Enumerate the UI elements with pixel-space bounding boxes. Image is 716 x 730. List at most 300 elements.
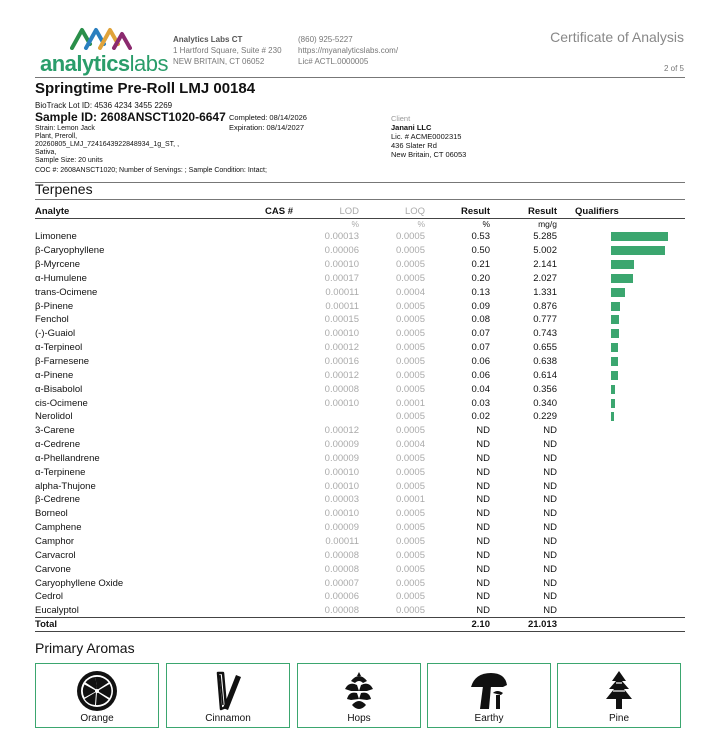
client-address-line1: 436 Slater Rd	[391, 141, 437, 150]
lod-cell: 0.00015	[324, 314, 359, 326]
total-cas	[225, 618, 293, 632]
qualifier-bar	[611, 288, 625, 297]
lod-cell: 0.00008	[324, 563, 359, 575]
lab-contact	[298, 34, 398, 67]
qualifier-bar	[611, 371, 618, 380]
cinnamon-sticks-icon	[206, 669, 250, 713]
result-mg-cell: 5.285	[533, 231, 557, 243]
loq-cell: 0.0005	[395, 508, 425, 520]
analyte-cell: 3-Carene	[35, 425, 75, 437]
lod-cell: 0.00010	[324, 508, 359, 520]
result-pct-cell: 0.06	[471, 369, 490, 381]
lab-license: Lic# ACTL.0000005	[298, 57, 369, 66]
result-pct-cell: 0.08	[471, 314, 490, 326]
loq-cell: 0.0005	[395, 604, 425, 616]
table-row	[35, 479, 685, 493]
result-mg-cell: ND	[543, 549, 557, 561]
client-name: Janani LLC	[391, 123, 432, 132]
lab-logo-wordmark: analyticslabs	[40, 51, 169, 76]
cas-cell	[225, 479, 293, 493]
result-mg-cell: ND	[543, 563, 557, 575]
aroma-earthy	[427, 663, 551, 728]
analyte-cell: Cedrol	[35, 591, 63, 603]
sample-details	[35, 125, 225, 165]
table-row	[35, 327, 685, 341]
qualifier-cell	[557, 521, 685, 535]
col-header-analyte: Analyte	[35, 206, 70, 218]
result-mg-cell: 5.002	[533, 245, 557, 257]
table-row	[35, 548, 685, 562]
lod-cell: 0.00007	[324, 577, 359, 589]
col-header-result-pct: Result	[460, 206, 490, 218]
analyte-cell: Camphor	[35, 535, 75, 547]
lod-cell	[293, 410, 359, 424]
aroma-label: Cinnamon	[205, 713, 251, 724]
table-row	[35, 368, 685, 382]
total-label: Total	[35, 618, 225, 632]
cas-cell	[225, 258, 293, 272]
lab-address-line2: NEW BRITAIN, CT 06052	[173, 57, 265, 66]
cas-cell	[225, 327, 293, 341]
loq-cell: 0.0004	[395, 439, 425, 451]
analyte-cell: trans-Ocimene	[35, 286, 98, 298]
lab-logo	[40, 26, 169, 76]
aroma-label: Earthy	[474, 713, 504, 724]
lod-cell: 0.00010	[324, 466, 359, 478]
cas-cell	[225, 410, 293, 424]
loq-cell: 0.0005	[395, 466, 425, 478]
loq-cell: 0.0005	[395, 452, 425, 464]
qualifier-bar	[611, 329, 619, 338]
product-type: Plant, Preroll,	[35, 133, 78, 140]
table-row	[35, 230, 685, 244]
result-mg-cell: ND	[543, 425, 557, 437]
result-pct-cell: ND	[476, 604, 490, 616]
col-header-result-mg: Result	[527, 206, 557, 218]
loq-cell: 0.0005	[395, 272, 425, 284]
cas-cell	[225, 465, 293, 479]
cas-cell	[225, 535, 293, 549]
col-header-loq: LOQ	[404, 206, 425, 218]
lab-address-line1: 1 Hartford Square, Suite # 230	[173, 46, 282, 55]
analyte-cell: Carvacrol	[35, 549, 76, 561]
mushroom-icon	[467, 669, 511, 713]
qualifier-bar	[611, 399, 615, 408]
qualifier-cell	[557, 424, 685, 438]
analyte-cell: β-Farnesene	[35, 356, 90, 368]
cas-cell	[225, 299, 293, 313]
lod-cell: 0.00016	[324, 356, 359, 368]
loq-cell: 0.0005	[395, 425, 425, 437]
lod-cell: 0.00013	[324, 231, 359, 243]
coc-line: COC #: 2608ANSCT1020; Number of Servings: ; Sample Condition: Intact;	[35, 167, 267, 174]
result-pct-cell: ND	[476, 466, 490, 478]
cas-cell	[225, 452, 293, 466]
hops-icon	[337, 669, 381, 713]
orange-slice-icon	[75, 669, 119, 713]
cas-cell	[225, 382, 293, 396]
client-label: Client	[391, 114, 411, 123]
total-mg: 21.013	[490, 618, 557, 632]
loq-cell: 0.0005	[395, 383, 425, 395]
qualifier-bar	[611, 343, 618, 352]
cas-cell	[225, 355, 293, 369]
result-pct-cell: 0.53	[471, 231, 490, 243]
table-row	[35, 438, 685, 452]
aroma-hops	[297, 663, 421, 728]
qualifier-cell	[557, 382, 685, 396]
cas-cell	[225, 272, 293, 286]
analyte-cell: Camphene	[35, 522, 82, 534]
analyte-cell: cis-Ocimene	[35, 397, 88, 409]
result-mg-cell: 0.614	[533, 369, 557, 381]
total-lod	[293, 618, 359, 632]
loq-cell: 0.0005	[395, 535, 425, 547]
lod-cell: 0.00003	[324, 494, 359, 506]
total-loq	[359, 618, 425, 632]
cas-cell	[225, 230, 293, 244]
result-pct-cell: 0.02	[471, 411, 490, 423]
lab-address	[173, 34, 282, 67]
unit-lod: %	[351, 219, 359, 230]
loq-cell: 0.0005	[395, 314, 425, 326]
analyte-cell: Fenchol	[35, 314, 69, 326]
table-row	[35, 452, 685, 466]
result-pct-cell: ND	[476, 452, 490, 464]
result-mg-cell: 1.331	[533, 286, 557, 298]
result-pct-cell: 0.13	[471, 286, 490, 298]
lod-cell: 0.00010	[324, 397, 359, 409]
lod-cell: 0.00012	[324, 369, 359, 381]
table-row	[35, 465, 685, 479]
lod-cell: 0.00008	[324, 549, 359, 561]
loq-cell: 0.0005	[395, 300, 425, 312]
qualifier-cell	[557, 465, 685, 479]
table-row	[35, 521, 685, 535]
table-row	[35, 355, 685, 369]
result-pct-cell: ND	[476, 439, 490, 451]
table-row	[35, 507, 685, 521]
analyte-cell: Nerolidol	[35, 411, 73, 423]
page-number: 2 of 5	[663, 64, 684, 73]
table-row	[35, 382, 685, 396]
analyte-cell: β-Pinene	[35, 300, 74, 312]
cas-cell	[225, 396, 293, 410]
lod-cell: 0.00008	[324, 604, 359, 616]
result-mg-cell: 0.638	[533, 356, 557, 368]
batch-id: 20260805_LMJ_7241643922848934_1g_ST, ,	[35, 141, 180, 148]
table-row	[35, 341, 685, 355]
result-pct-cell: 0.03	[471, 397, 490, 409]
cas-cell	[225, 341, 293, 355]
analyte-cell: α-Phellandrene	[35, 452, 100, 464]
expiration-date: Expiration: 08/14/2027	[229, 122, 305, 132]
qualifier-cell	[557, 299, 685, 313]
table-row	[35, 313, 685, 327]
analyte-cell: Limonene	[35, 231, 77, 243]
analyte-cell: β-Myrcene	[35, 259, 81, 271]
aroma-orange	[35, 663, 159, 728]
loq-cell: 0.0005	[395, 328, 425, 340]
lod-cell: 0.00009	[324, 452, 359, 464]
loq-cell: 0.0001	[395, 494, 425, 506]
lab-phone: (860) 925-5227	[298, 35, 353, 44]
result-mg-cell: 0.356	[533, 383, 557, 395]
sample-size: Sample Size: 20 units	[35, 157, 103, 164]
unit-result-pct: %	[482, 219, 490, 230]
aroma-label: Orange	[80, 713, 114, 724]
result-mg-cell: 0.229	[533, 411, 557, 423]
result-mg-cell: 2.027	[533, 272, 557, 284]
table-row	[35, 424, 685, 438]
qualifier-bar	[611, 302, 620, 311]
result-mg-cell: ND	[543, 522, 557, 534]
cas-cell	[225, 424, 293, 438]
result-mg-cell: ND	[543, 604, 557, 616]
table-row	[35, 272, 685, 286]
lod-cell: 0.00006	[324, 591, 359, 603]
table-row	[35, 562, 685, 576]
result-mg-cell: 0.876	[533, 300, 557, 312]
cas-cell	[225, 548, 293, 562]
result-mg-cell: ND	[543, 591, 557, 603]
qualifier-cell	[557, 230, 685, 244]
lod-cell: 0.00011	[325, 535, 359, 547]
cas-cell	[225, 244, 293, 258]
qualifier-bar	[611, 315, 619, 324]
table-row	[35, 576, 685, 590]
result-pct-cell: ND	[476, 591, 490, 603]
lod-cell: 0.00008	[324, 383, 359, 395]
cas-cell	[225, 368, 293, 382]
cas-cell	[225, 590, 293, 604]
qualifier-cell	[557, 452, 685, 466]
loq-cell: 0.0005	[395, 480, 425, 492]
qualifier-bar	[611, 246, 665, 255]
loq-cell: 0.0005	[395, 231, 425, 243]
qualifier-cell	[557, 285, 685, 299]
strain: Strain: Lemon Jack	[35, 125, 95, 132]
table-row	[35, 410, 685, 424]
result-pct-cell: 0.06	[471, 356, 490, 368]
qualifier-cell	[557, 507, 685, 521]
result-mg-cell: ND	[543, 577, 557, 589]
result-pct-cell: 0.07	[471, 328, 490, 340]
lab-name: Analytics Labs CT	[173, 35, 243, 44]
aroma-pine	[557, 663, 681, 728]
table-row	[35, 604, 685, 618]
cas-cell	[225, 576, 293, 590]
qualifier-cell	[557, 604, 685, 618]
result-mg-cell: ND	[543, 480, 557, 492]
result-mg-cell: ND	[543, 439, 557, 451]
loq-cell: 0.0005	[395, 356, 425, 368]
analyte-cell: β-Cedrene	[35, 494, 81, 506]
cas-cell	[225, 285, 293, 299]
unit-loq: %	[417, 219, 425, 230]
cas-cell	[225, 438, 293, 452]
client-info	[391, 114, 466, 159]
table-row	[35, 396, 685, 410]
col-header-cas: CAS #	[265, 206, 293, 218]
loq-cell: 0.0005	[395, 577, 425, 589]
qualifier-bar	[611, 274, 633, 283]
result-mg-cell: ND	[543, 494, 557, 506]
qualifier-bar	[611, 385, 615, 394]
lod-cell: 0.00012	[324, 425, 359, 437]
result-mg-cell: 0.340	[533, 397, 557, 409]
biotrack-lot-id: BioTrack Lot ID: 4536 4234 3455 2269	[35, 101, 173, 110]
result-mg-cell: ND	[543, 535, 557, 547]
analyte-cell: α-Cedrene	[35, 439, 81, 451]
qualifier-cell	[557, 410, 685, 424]
table-header-row	[35, 206, 685, 218]
qualifier-cell	[557, 548, 685, 562]
qualifier-bar	[611, 232, 668, 241]
document-title: Certificate of Analysis	[550, 29, 684, 45]
cas-cell	[225, 493, 293, 507]
table-row	[35, 590, 685, 604]
lod-cell: 0.00010	[324, 480, 359, 492]
result-pct-cell: ND	[476, 508, 490, 520]
loq-cell: 0.0005	[395, 245, 425, 257]
result-pct-cell: ND	[476, 577, 490, 589]
qualifier-cell	[557, 272, 685, 286]
terpenes-title-divider	[35, 199, 685, 200]
result-pct-cell: 0.21	[471, 259, 490, 271]
result-mg-cell: ND	[543, 452, 557, 464]
units-row	[35, 218, 685, 230]
total-qualifiers	[557, 618, 685, 632]
sample-id: Sample ID: 2608ANSCT1020-6647	[35, 110, 226, 124]
analyte-cell: α-Bisabolol	[35, 383, 83, 395]
section-divider	[35, 182, 685, 183]
result-pct-cell: 0.07	[471, 342, 490, 354]
qualifier-cell	[557, 535, 685, 549]
product-title: Springtime Pre-Roll LMJ 00184	[35, 80, 256, 97]
col-header-qualifiers: Qualifiers	[575, 206, 619, 218]
loq-cell: 0.0001	[395, 397, 425, 409]
result-mg-cell: ND	[543, 466, 557, 478]
result-pct-cell: ND	[476, 494, 490, 506]
col-header-lod: LOD	[339, 206, 359, 218]
qualifier-bar	[611, 260, 634, 269]
completed-date: Completed: 08/14/2026	[229, 113, 307, 122]
lod-cell: 0.00006	[324, 245, 359, 257]
cas-cell	[225, 562, 293, 576]
qualifier-bar	[611, 357, 618, 366]
total-pct: 2.10	[425, 618, 490, 632]
loq-cell: 0.0005	[395, 369, 425, 381]
analyte-cell: Carvone	[35, 563, 71, 575]
analyte-cell: Eucalyptol	[35, 604, 79, 616]
client-license: Lic. # ACME0002315	[391, 132, 462, 141]
cas-cell	[225, 507, 293, 521]
qualifier-cell	[557, 479, 685, 493]
loq-cell: 0.0004	[395, 286, 425, 298]
qualifier-cell	[557, 327, 685, 341]
qualifier-cell	[557, 244, 685, 258]
qualifier-cell	[557, 562, 685, 576]
qualifier-cell	[557, 576, 685, 590]
result-mg-cell: 2.141	[533, 259, 557, 271]
cas-cell	[225, 313, 293, 327]
lod-cell: 0.00011	[325, 286, 359, 298]
table-row	[35, 258, 685, 272]
qualifier-cell	[557, 396, 685, 410]
analyte-cell: alpha-Thujone	[35, 480, 96, 492]
analyte-cell: Caryophyllene Oxide	[35, 577, 124, 589]
analyte-cell: (-)-Guaiol	[35, 328, 76, 340]
loq-cell: 0.0005	[395, 259, 425, 271]
lab-website[interactable]: https://myanalyticslabs.com/	[298, 46, 399, 55]
aroma-label: Hops	[347, 713, 371, 724]
result-pct-cell: ND	[476, 522, 490, 534]
terpenes-table	[35, 206, 685, 632]
result-mg-cell: 0.655	[533, 342, 557, 354]
lab-logo-mark-icon	[70, 26, 132, 50]
qualifier-cell	[557, 438, 685, 452]
lod-cell: 0.00011	[325, 300, 359, 312]
cas-cell	[225, 604, 293, 618]
cas-cell	[225, 521, 293, 535]
table-row	[35, 535, 685, 549]
analyte-cell: α-Pinene	[35, 369, 74, 381]
table-row	[35, 244, 685, 258]
result-pct-cell: ND	[476, 480, 490, 492]
qualifier-cell	[557, 355, 685, 369]
lod-cell: 0.00017	[324, 272, 359, 284]
lod-cell: 0.00010	[324, 328, 359, 340]
lod-cell: 0.00009	[324, 522, 359, 534]
lod-cell: 0.00012	[324, 342, 359, 354]
total-row	[35, 618, 685, 632]
terpenes-title: Terpenes	[35, 181, 93, 197]
qualifier-cell	[557, 341, 685, 355]
analyte-cell: Borneol	[35, 508, 68, 520]
result-mg-cell: ND	[543, 508, 557, 520]
result-pct-cell: ND	[476, 535, 490, 547]
analyte-cell: β-Caryophyllene	[35, 245, 105, 257]
unit-result-mg: mg/g	[538, 219, 557, 230]
table-row	[35, 299, 685, 313]
loq-cell: 0.0005	[395, 591, 425, 603]
qualifier-cell	[557, 313, 685, 327]
result-mg-cell: 0.743	[533, 328, 557, 340]
primary-aromas-title: Primary Aromas	[35, 640, 135, 656]
loq-cell: 0.0005	[395, 549, 425, 561]
qualifier-cell	[557, 590, 685, 604]
result-pct-cell: 0.20	[471, 272, 490, 284]
result-pct-cell: 0.50	[471, 245, 490, 257]
analyte-cell: α-Terpinene	[35, 466, 86, 478]
aroma-label: Pine	[608, 713, 629, 724]
header-divider	[35, 77, 685, 78]
analyte-cell: α-Terpineol	[35, 342, 83, 354]
lod-cell: 0.00009	[324, 439, 359, 451]
variety: Sativa,	[35, 149, 57, 156]
loq-cell: 0.0005	[395, 563, 425, 575]
result-pct-cell: ND	[476, 425, 490, 437]
aroma-cinnamon	[166, 663, 290, 728]
analyte-cell: α-Humulene	[35, 272, 87, 284]
loq-cell: 0.0005	[395, 411, 425, 423]
qualifier-cell	[557, 368, 685, 382]
table-row	[35, 493, 685, 507]
dates	[229, 113, 307, 132]
loq-cell: 0.0005	[395, 522, 425, 534]
client-address-line2: New Britain, CT 06053	[391, 150, 467, 159]
